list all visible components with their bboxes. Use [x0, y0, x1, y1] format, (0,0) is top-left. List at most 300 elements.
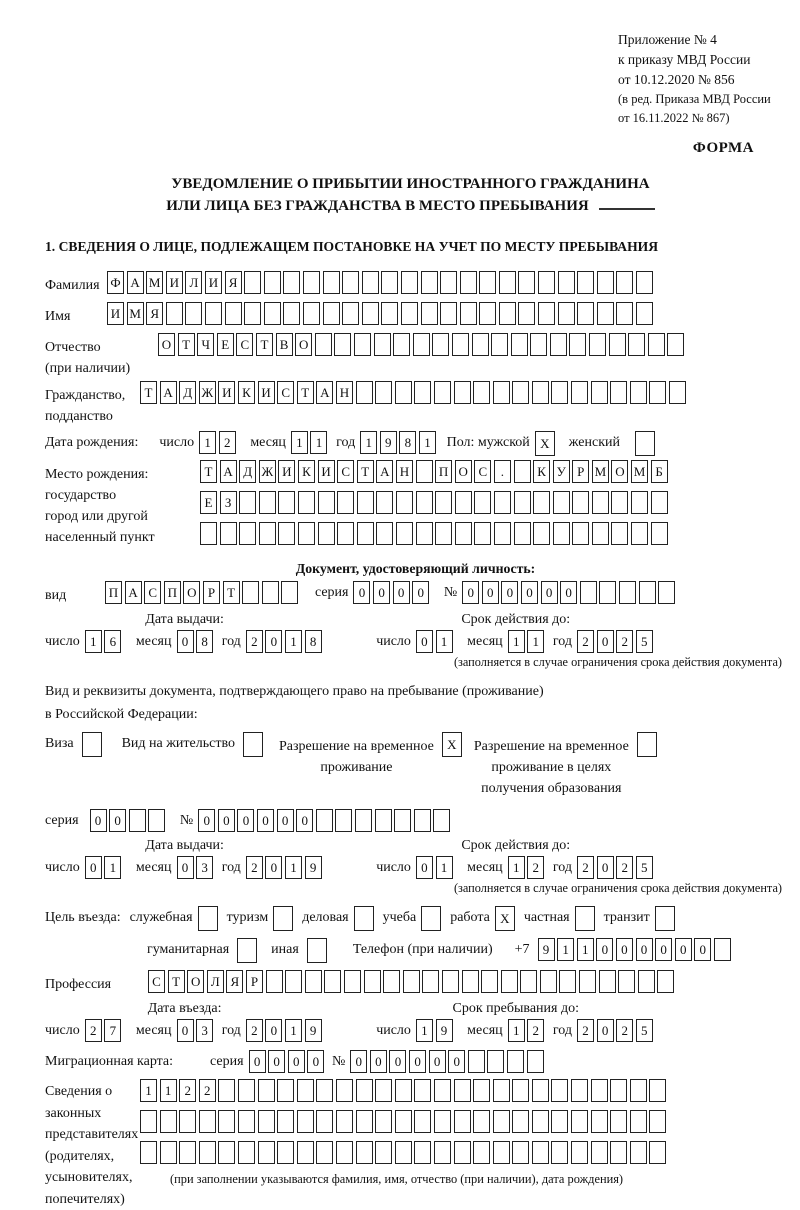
- patronymic-cell[interactable]: [609, 333, 626, 356]
- birth-place-cell[interactable]: [651, 491, 668, 514]
- representatives-cell[interactable]: [297, 1079, 314, 1102]
- entry-month-cells[interactable]: [177, 1019, 216, 1042]
- edu-permit-box[interactable]: [637, 732, 657, 757]
- profession-cell[interactable]: [638, 970, 655, 993]
- birth-place-row2-cells[interactable]: [200, 491, 670, 514]
- patronymic-cell[interactable]: [628, 333, 645, 356]
- entry-month-cell[interactable]: 3: [196, 1019, 213, 1042]
- doc-number-cell[interactable]: 0: [482, 581, 499, 604]
- birth-place-cell[interactable]: [416, 522, 433, 545]
- birth-place-cell[interactable]: [611, 522, 628, 545]
- patronymic-cell[interactable]: [491, 333, 508, 356]
- doc-issue-year-cell[interactable]: 0: [265, 630, 282, 653]
- birth-place-cell[interactable]: Р: [572, 460, 589, 483]
- surname-cell[interactable]: М: [146, 271, 163, 294]
- purpose-box[interactable]: [237, 938, 257, 963]
- representatives-cell[interactable]: [218, 1141, 235, 1164]
- residence-series-cell[interactable]: 0: [109, 809, 126, 832]
- phone-cell[interactable]: 0: [675, 938, 692, 961]
- birth-place-cell[interactable]: [533, 491, 550, 514]
- birth-place-cell[interactable]: [514, 491, 531, 514]
- representatives-cell[interactable]: 2: [199, 1079, 216, 1102]
- doc-issue-year-cell[interactable]: 8: [305, 630, 322, 653]
- patronymic-cell[interactable]: Т: [178, 333, 195, 356]
- patronymic-cell[interactable]: [393, 333, 410, 356]
- representatives-cell[interactable]: [473, 1079, 490, 1102]
- citizenship-cell[interactable]: [375, 381, 392, 404]
- patronymic-cells[interactable]: [158, 333, 687, 356]
- representatives-cell[interactable]: [591, 1110, 608, 1133]
- stay-month-cells[interactable]: [508, 1019, 547, 1042]
- birth-month-cell[interactable]: 1: [291, 431, 308, 454]
- doc-expiry-day-cell[interactable]: 1: [436, 630, 453, 653]
- birth-place-cell[interactable]: У: [553, 460, 570, 483]
- name-cell[interactable]: [499, 302, 516, 325]
- surname-cell[interactable]: [244, 271, 261, 294]
- sex-female-box[interactable]: [635, 431, 655, 456]
- birth-year-cell[interactable]: 1: [419, 431, 436, 454]
- surname-cell[interactable]: [460, 271, 477, 294]
- residence-number-cell[interactable]: 0: [296, 809, 313, 832]
- profession-cell[interactable]: [403, 970, 420, 993]
- birth-place-cell[interactable]: [592, 491, 609, 514]
- birth-place-cell[interactable]: [435, 491, 452, 514]
- representatives-cell[interactable]: 1: [160, 1079, 177, 1102]
- doc-expiry-year-cell[interactable]: 5: [636, 630, 653, 653]
- stay-year-cell[interactable]: 5: [636, 1019, 653, 1042]
- representatives-cell[interactable]: [571, 1141, 588, 1164]
- representatives-cell[interactable]: [610, 1110, 627, 1133]
- residence-permit-box[interactable]: [243, 732, 263, 757]
- doc-series-cells[interactable]: [353, 581, 431, 604]
- doc-expiry-year-cell[interactable]: 0: [597, 630, 614, 653]
- birth-place-cell[interactable]: И: [278, 460, 295, 483]
- surname-cell[interactable]: [616, 271, 633, 294]
- surname-cell[interactable]: [518, 271, 535, 294]
- doc-type-cell[interactable]: Р: [203, 581, 220, 604]
- migration-number-cell[interactable]: [527, 1050, 544, 1073]
- representatives-cell[interactable]: [160, 1110, 177, 1133]
- surname-cell[interactable]: [558, 271, 575, 294]
- stay-year-cell[interactable]: 0: [597, 1019, 614, 1042]
- representatives-cell[interactable]: [395, 1110, 412, 1133]
- sex-male-box[interactable]: X: [535, 431, 555, 456]
- name-cell[interactable]: [185, 302, 202, 325]
- patronymic-cell[interactable]: Т: [256, 333, 273, 356]
- representatives-cell[interactable]: [532, 1079, 549, 1102]
- doc-issue-month-cell[interactable]: 8: [196, 630, 213, 653]
- representatives-cell[interactable]: [356, 1110, 373, 1133]
- residence-number-cell[interactable]: [433, 809, 450, 832]
- birth-year-cell[interactable]: 1: [360, 431, 377, 454]
- profession-cell[interactable]: С: [148, 970, 165, 993]
- surname-cell[interactable]: А: [127, 271, 144, 294]
- birth-year-cell[interactable]: 9: [380, 431, 397, 454]
- birth-place-cell[interactable]: Т: [200, 460, 217, 483]
- representatives-cell[interactable]: [493, 1110, 510, 1133]
- patronymic-cell[interactable]: [334, 333, 351, 356]
- patronymic-cell[interactable]: [354, 333, 371, 356]
- name-cell[interactable]: Я: [146, 302, 163, 325]
- birth-place-cell[interactable]: [631, 491, 648, 514]
- representatives-cell[interactable]: [238, 1110, 255, 1133]
- representatives-cell[interactable]: [610, 1079, 627, 1102]
- surname-cell[interactable]: [636, 271, 653, 294]
- purpose-box[interactable]: [575, 906, 595, 931]
- patronymic-cell[interactable]: В: [276, 333, 293, 356]
- doc-number-cell[interactable]: [580, 581, 597, 604]
- birth-place-cell[interactable]: Т: [357, 460, 374, 483]
- representatives-cell[interactable]: 1: [140, 1079, 157, 1102]
- birth-place-cell[interactable]: [572, 491, 589, 514]
- birth-day-cells[interactable]: [199, 431, 238, 454]
- purpose-private-checkbox[interactable]: [575, 906, 595, 931]
- name-cell[interactable]: [479, 302, 496, 325]
- phone-cell[interactable]: 9: [538, 938, 555, 961]
- residence-number-cell[interactable]: [335, 809, 352, 832]
- birth-place-cell[interactable]: [278, 491, 295, 514]
- surname-cell[interactable]: [597, 271, 614, 294]
- entry-year-cell[interactable]: 2: [246, 1019, 263, 1042]
- birth-place-cell[interactable]: Б: [651, 460, 668, 483]
- birth-place-cell[interactable]: Н: [396, 460, 413, 483]
- profession-cell[interactable]: [540, 970, 557, 993]
- entry-year-cells[interactable]: [246, 1019, 324, 1042]
- birth-place-cell[interactable]: [572, 522, 589, 545]
- purpose-work-checkbox[interactable]: [495, 906, 515, 931]
- doc-expiry-day-cells[interactable]: [416, 630, 455, 653]
- representatives-cell[interactable]: [414, 1079, 431, 1102]
- phone-cell[interactable]: 0: [596, 938, 613, 961]
- birth-place-cell[interactable]: [396, 522, 413, 545]
- representatives-cell[interactable]: [473, 1141, 490, 1164]
- representatives-cell[interactable]: [277, 1079, 294, 1102]
- doc-type-cell[interactable]: А: [125, 581, 142, 604]
- purpose-other-checkbox[interactable]: [307, 938, 327, 963]
- profession-cell[interactable]: Я: [226, 970, 243, 993]
- citizenship-cell[interactable]: Ж: [199, 381, 216, 404]
- name-cell[interactable]: [264, 302, 281, 325]
- purpose-box[interactable]: [307, 938, 327, 963]
- representatives-cell[interactable]: [336, 1141, 353, 1164]
- birth-place-row1-cells[interactable]: [200, 460, 670, 483]
- birth-place-cell[interactable]: [298, 522, 315, 545]
- purpose-humanitarian-checkbox[interactable]: [237, 938, 257, 963]
- entry-year-cell[interactable]: 1: [285, 1019, 302, 1042]
- representatives-cell[interactable]: [140, 1110, 157, 1133]
- citizenship-cell[interactable]: А: [160, 381, 177, 404]
- representatives-cell[interactable]: [375, 1141, 392, 1164]
- birth-place-cell[interactable]: [651, 522, 668, 545]
- phone-cell[interactable]: 0: [616, 938, 633, 961]
- name-cell[interactable]: [616, 302, 633, 325]
- name-cell[interactable]: [440, 302, 457, 325]
- stay-year-cell[interactable]: 2: [577, 1019, 594, 1042]
- representatives-cell[interactable]: [630, 1110, 647, 1133]
- residence-issue-year-cell[interactable]: 0: [265, 856, 282, 879]
- citizenship-cell[interactable]: А: [316, 381, 333, 404]
- residence-series-cell[interactable]: 0: [90, 809, 107, 832]
- residence-expiry-year-cell[interactable]: 5: [636, 856, 653, 879]
- migration-number-cells[interactable]: [350, 1050, 546, 1073]
- profession-cell[interactable]: [305, 970, 322, 993]
- purpose-tourism-checkbox[interactable]: [273, 906, 293, 931]
- representatives-cell[interactable]: [551, 1079, 568, 1102]
- name-cell[interactable]: [558, 302, 575, 325]
- migration-series-cell[interactable]: 0: [307, 1050, 324, 1073]
- doc-number-cell[interactable]: 0: [462, 581, 479, 604]
- residence-expiry-year-cell[interactable]: 2: [577, 856, 594, 879]
- birth-place-cell[interactable]: [318, 522, 335, 545]
- citizenship-cell[interactable]: [356, 381, 373, 404]
- entry-year-cell[interactable]: 9: [305, 1019, 322, 1042]
- citizenship-cell[interactable]: Т: [140, 381, 157, 404]
- surname-cell[interactable]: Я: [225, 271, 242, 294]
- temp-permit-box[interactable]: X: [442, 732, 462, 757]
- surname-cell[interactable]: [440, 271, 457, 294]
- patronymic-cell[interactable]: [472, 333, 489, 356]
- birth-place-cell[interactable]: [416, 460, 433, 483]
- birth-place-cell[interactable]: [259, 522, 276, 545]
- representatives-cell[interactable]: [297, 1110, 314, 1133]
- migration-series-cell[interactable]: 0: [268, 1050, 285, 1073]
- doc-expiry-year-cell[interactable]: 2: [577, 630, 594, 653]
- name-cell[interactable]: [205, 302, 222, 325]
- citizenship-cell[interactable]: [610, 381, 627, 404]
- profession-cell[interactable]: [266, 970, 283, 993]
- phone-cells[interactable]: [538, 938, 734, 961]
- birth-place-cell[interactable]: [200, 522, 217, 545]
- citizenship-cell[interactable]: Д: [179, 381, 196, 404]
- profession-cell[interactable]: [344, 970, 361, 993]
- doc-type-cell[interactable]: [281, 581, 298, 604]
- birth-place-cell[interactable]: П: [435, 460, 452, 483]
- representatives-cell[interactable]: [218, 1079, 235, 1102]
- representatives-cell[interactable]: [140, 1141, 157, 1164]
- representatives-cell[interactable]: [512, 1079, 529, 1102]
- name-cell[interactable]: [323, 302, 340, 325]
- representatives-cell[interactable]: [414, 1110, 431, 1133]
- name-cell[interactable]: И: [107, 302, 124, 325]
- residence-expiry-day-cell[interactable]: 0: [416, 856, 433, 879]
- stay-month-cell[interactable]: 2: [527, 1019, 544, 1042]
- profession-cells[interactable]: [148, 970, 677, 993]
- birth-place-cell[interactable]: [592, 522, 609, 545]
- representatives-cell[interactable]: [454, 1110, 471, 1133]
- representatives-cell[interactable]: [316, 1110, 333, 1133]
- representatives-cell[interactable]: [473, 1110, 490, 1133]
- representatives-cell[interactable]: [551, 1141, 568, 1164]
- birth-place-cell[interactable]: [435, 522, 452, 545]
- name-cell[interactable]: [518, 302, 535, 325]
- residence-issue-year-cells[interactable]: [246, 856, 324, 879]
- birth-place-cell[interactable]: [376, 522, 393, 545]
- profession-cell[interactable]: [599, 970, 616, 993]
- migration-number-cell[interactable]: 0: [370, 1050, 387, 1073]
- birth-place-cell[interactable]: [416, 491, 433, 514]
- profession-cell[interactable]: [481, 970, 498, 993]
- citizenship-cell[interactable]: [414, 381, 431, 404]
- representatives-cell[interactable]: [551, 1110, 568, 1133]
- doc-series-cell[interactable]: 0: [353, 581, 370, 604]
- residence-issue-year-cell[interactable]: 9: [305, 856, 322, 879]
- residence-issue-day-cell[interactable]: 1: [104, 856, 121, 879]
- phone-cell[interactable]: 0: [655, 938, 672, 961]
- representatives-cell[interactable]: [493, 1141, 510, 1164]
- stay-year-cell[interactable]: 2: [616, 1019, 633, 1042]
- doc-expiry-month-cell[interactable]: 1: [527, 630, 544, 653]
- residence-expiry-month-cell[interactable]: 2: [527, 856, 544, 879]
- residence-expiry-day-cells[interactable]: [416, 856, 455, 879]
- stay-day-cells[interactable]: [416, 1019, 455, 1042]
- birth-place-cell[interactable]: [396, 491, 413, 514]
- citizenship-cell[interactable]: [591, 381, 608, 404]
- representatives-cell[interactable]: [434, 1141, 451, 1164]
- name-cell[interactable]: [401, 302, 418, 325]
- doc-type-cell[interactable]: П: [164, 581, 181, 604]
- surname-cell[interactable]: И: [166, 271, 183, 294]
- profession-cell[interactable]: Р: [246, 970, 263, 993]
- representatives-cell[interactable]: [297, 1141, 314, 1164]
- birth-year-cell[interactable]: 8: [399, 431, 416, 454]
- residence-expiry-year-cell[interactable]: 0: [597, 856, 614, 879]
- residence-issue-day-cell[interactable]: 0: [85, 856, 102, 879]
- purpose-business-checkbox[interactable]: [354, 906, 374, 931]
- citizenship-cell[interactable]: [649, 381, 666, 404]
- birth-place-cell[interactable]: Ж: [259, 460, 276, 483]
- birth-place-cell[interactable]: А: [376, 460, 393, 483]
- doc-type-cell[interactable]: О: [183, 581, 200, 604]
- residence-issue-year-cell[interactable]: 1: [285, 856, 302, 879]
- representatives-cell[interactable]: [512, 1141, 529, 1164]
- edu-permit-checkbox[interactable]: [637, 732, 657, 757]
- birth-place-cell[interactable]: [357, 522, 374, 545]
- surname-cell[interactable]: [323, 271, 340, 294]
- representatives-cell[interactable]: [375, 1110, 392, 1133]
- representatives-cell[interactable]: [258, 1079, 275, 1102]
- surname-cells[interactable]: [107, 271, 656, 294]
- purpose-official-checkbox[interactable]: [198, 906, 218, 931]
- representatives-cell[interactable]: [630, 1141, 647, 1164]
- stay-year-cells[interactable]: [577, 1019, 655, 1042]
- migration-number-cell[interactable]: 0: [409, 1050, 426, 1073]
- surname-cell[interactable]: [342, 271, 359, 294]
- doc-issue-year-cell[interactable]: 2: [246, 630, 263, 653]
- representatives-cell[interactable]: [571, 1079, 588, 1102]
- migration-number-cell[interactable]: 0: [389, 1050, 406, 1073]
- doc-issue-month-cells[interactable]: [177, 630, 216, 653]
- residence-number-cells[interactable]: [198, 809, 453, 832]
- migration-series-cells[interactable]: [249, 1050, 327, 1073]
- birth-place-cell[interactable]: [474, 491, 491, 514]
- residence-number-cell[interactable]: [414, 809, 431, 832]
- doc-number-cells[interactable]: [462, 581, 678, 604]
- patronymic-cell[interactable]: [648, 333, 665, 356]
- residence-permit-checkbox[interactable]: [243, 732, 263, 757]
- doc-number-cell[interactable]: 0: [501, 581, 518, 604]
- name-cell[interactable]: [283, 302, 300, 325]
- patronymic-cell[interactable]: Ч: [197, 333, 214, 356]
- patronymic-cell[interactable]: О: [295, 333, 312, 356]
- migration-number-cell[interactable]: 0: [448, 1050, 465, 1073]
- representatives-cell[interactable]: [591, 1079, 608, 1102]
- citizenship-cell[interactable]: Т: [297, 381, 314, 404]
- representatives-cell[interactable]: [434, 1110, 451, 1133]
- representatives-cell[interactable]: [649, 1110, 666, 1133]
- name-cell[interactable]: [244, 302, 261, 325]
- residence-issue-month-cells[interactable]: [177, 856, 216, 879]
- name-cell[interactable]: [342, 302, 359, 325]
- surname-cell[interactable]: [381, 271, 398, 294]
- residence-issue-month-cell[interactable]: 0: [177, 856, 194, 879]
- doc-series-cell[interactable]: 0: [373, 581, 390, 604]
- birth-year-cells[interactable]: [360, 431, 438, 454]
- representatives-cell[interactable]: [277, 1141, 294, 1164]
- patronymic-cell[interactable]: С: [236, 333, 253, 356]
- name-cell[interactable]: [538, 302, 555, 325]
- residence-expiry-month-cells[interactable]: [508, 856, 547, 879]
- doc-number-cell[interactable]: 0: [541, 581, 558, 604]
- sex-female-checkbox[interactable]: [635, 431, 655, 456]
- birth-place-cell[interactable]: [494, 491, 511, 514]
- phone-cell[interactable]: 1: [577, 938, 594, 961]
- citizenship-cell[interactable]: [669, 381, 686, 404]
- residence-expiry-year-cell[interactable]: 2: [616, 856, 633, 879]
- doc-expiry-year-cells[interactable]: [577, 630, 655, 653]
- citizenship-cell[interactable]: И: [258, 381, 275, 404]
- citizenship-cell[interactable]: [551, 381, 568, 404]
- representatives-cell[interactable]: [316, 1079, 333, 1102]
- residence-number-cell[interactable]: [316, 809, 333, 832]
- birth-place-cell[interactable]: С: [474, 460, 491, 483]
- surname-cell[interactable]: [499, 271, 516, 294]
- birth-place-cell[interactable]: [220, 522, 237, 545]
- purpose-box[interactable]: [198, 906, 218, 931]
- surname-cell[interactable]: Л: [185, 271, 202, 294]
- profession-cell[interactable]: [559, 970, 576, 993]
- doc-series-cell[interactable]: 0: [412, 581, 429, 604]
- patronymic-cell[interactable]: [452, 333, 469, 356]
- birth-place-cell[interactable]: А: [220, 460, 237, 483]
- migration-number-cell[interactable]: [487, 1050, 504, 1073]
- residence-series-cells[interactable]: [90, 809, 168, 832]
- name-cell[interactable]: [381, 302, 398, 325]
- birth-day-cell[interactable]: 1: [199, 431, 216, 454]
- birth-month-cell[interactable]: 1: [310, 431, 327, 454]
- entry-year-cell[interactable]: 0: [265, 1019, 282, 1042]
- residence-issue-year-cell[interactable]: 2: [246, 856, 263, 879]
- name-cell[interactable]: [362, 302, 379, 325]
- surname-cell[interactable]: [421, 271, 438, 294]
- surname-cell[interactable]: И: [205, 271, 222, 294]
- name-cell[interactable]: [636, 302, 653, 325]
- residence-expiry-month-cell[interactable]: 1: [508, 856, 525, 879]
- doc-issue-day-cell[interactable]: 1: [85, 630, 102, 653]
- representatives-cell[interactable]: [179, 1141, 196, 1164]
- citizenship-cell[interactable]: Н: [336, 381, 353, 404]
- representatives-cell[interactable]: [454, 1079, 471, 1102]
- representatives-cell[interactable]: [160, 1141, 177, 1164]
- profession-cell[interactable]: [364, 970, 381, 993]
- representatives-row2-cells[interactable]: [140, 1110, 669, 1133]
- birth-place-cell[interactable]: [357, 491, 374, 514]
- representatives-cell[interactable]: [454, 1141, 471, 1164]
- citizenship-cell[interactable]: [571, 381, 588, 404]
- representatives-row3-cells[interactable]: [140, 1141, 669, 1164]
- surname-cell[interactable]: [303, 271, 320, 294]
- surname-cell[interactable]: [362, 271, 379, 294]
- phone-cell[interactable]: [714, 938, 731, 961]
